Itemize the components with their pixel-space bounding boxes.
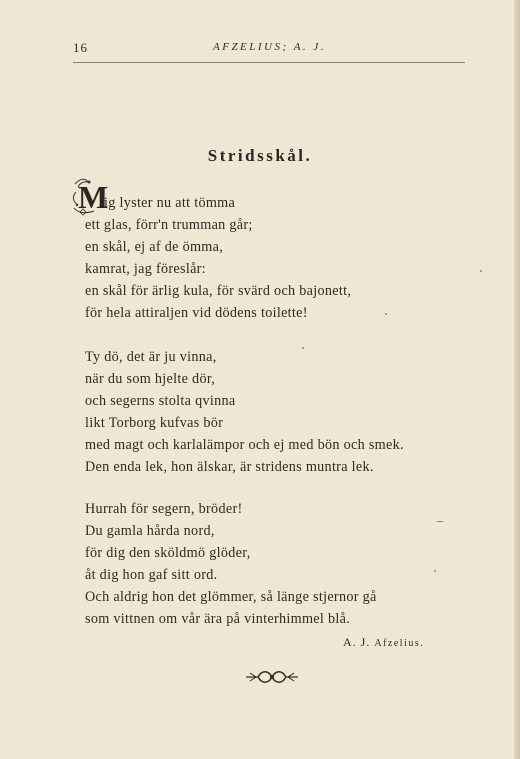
poem-title-wrap	[0, 146, 520, 166]
paper-speck	[385, 313, 387, 315]
poem-line: med magt och karlalämpor och ej med bön och smek.	[85, 437, 404, 453]
poem-title: Stridsskål.	[207, 146, 313, 165]
paper-speck	[437, 521, 443, 522]
page-number: 16	[73, 40, 88, 55]
tailpiece-flourish-icon	[244, 668, 300, 686]
dropcap-letter: M	[78, 179, 109, 215]
poem-line: åt dig hon gaf sitt ord.	[85, 567, 218, 583]
poem-line: och segerns stolta qvinna	[85, 393, 236, 409]
poem-line: ett glas, förr'n trumman går;	[85, 217, 253, 233]
signature	[343, 635, 424, 650]
running-header	[73, 40, 467, 60]
dropcap	[72, 178, 109, 216]
poem-line-1: ig lyster nu att tömma	[104, 195, 236, 211]
paper-speck	[480, 270, 482, 272]
poem-line: för dig den sköldmö glöder,	[85, 545, 251, 561]
poem-line: Du gamla hårda nord,	[85, 523, 215, 539]
poem-line: när du som hjelte dör,	[85, 371, 216, 387]
page-edge	[514, 0, 520, 759]
poem-line: en skål för ärlig kula, för svärd och bajonett,	[85, 283, 352, 299]
signature-initials: A. J.	[343, 635, 371, 649]
poem-line: Ty dö, det är ju vinna,	[85, 349, 217, 365]
paper-speck	[302, 347, 304, 349]
poem-line: Och aldrig hon det glömmer, så länge stjernor gå	[85, 589, 377, 605]
poem-line: likt Torborg kufvas bör	[85, 415, 224, 431]
poem-line: kamrat, jag föreslår:	[85, 261, 206, 277]
signature-name: Afzelius.	[374, 638, 425, 649]
poem-line: Hurrah för segern, bröder!	[85, 501, 243, 517]
poem-line: för hela attiraljen vid dödens toilette!	[85, 305, 308, 321]
paper-speck	[434, 570, 436, 572]
poem-line: som vittnen om vår ära på vinterhimmel blå.	[85, 611, 351, 627]
poem-line: Den enda lek, hon älskar, är stridens muntra lek.	[85, 459, 374, 475]
header-rule	[73, 62, 465, 63]
running-head: AFZELIUS; A. J.	[213, 41, 327, 53]
poem-line: en skål, ej af de ömma,	[85, 239, 224, 255]
